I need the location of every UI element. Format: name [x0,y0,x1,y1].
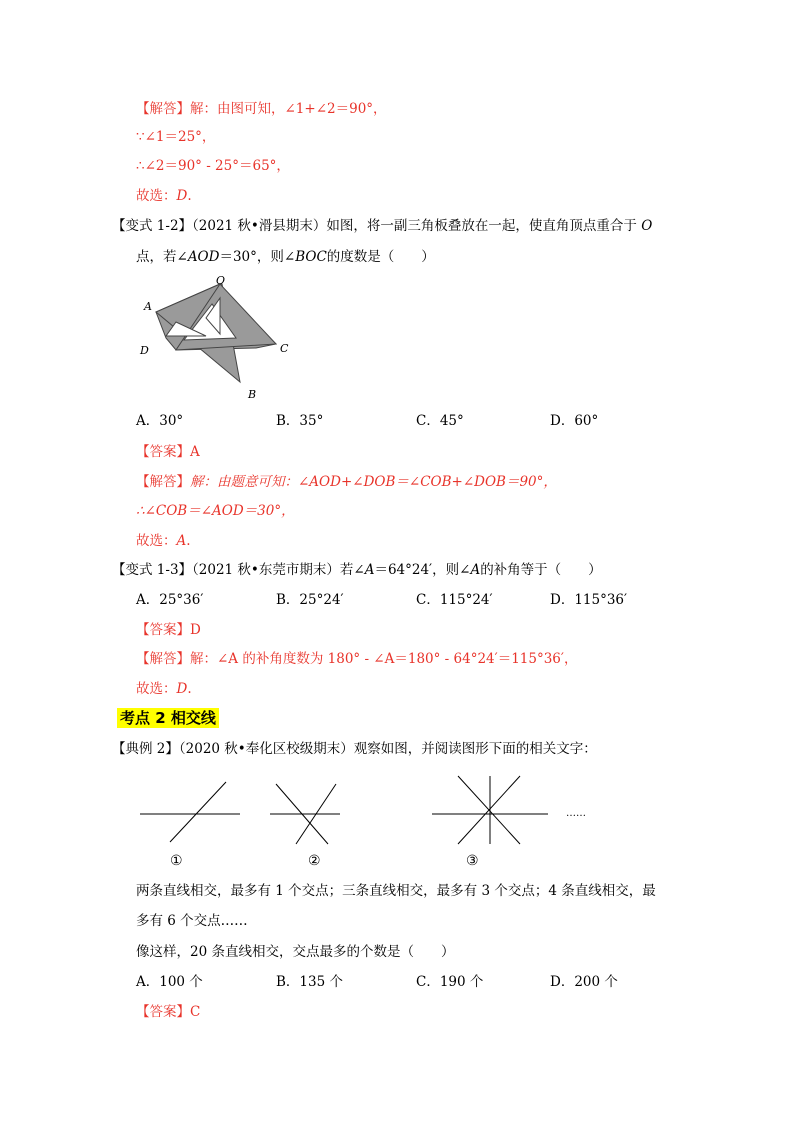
intersecting-lines-figure [136,772,606,872]
label-b: B [248,388,257,401]
solution-line-1: 【解答】解：∠A 的补角度数为 180° - ∠A＝180° - 64°24′＝115°36′， [136,651,578,667]
section-heading: 考点 2 相交线 [117,708,219,728]
figure-label-2: ② [308,853,321,869]
option-b: B．25°24′ [276,592,344,608]
question-tag: 【变式 1-2】 [112,218,193,234]
triangle-ruler-figure [136,274,296,406]
option-c: C．115°24′ [416,592,493,608]
solution-line-3: ∴∠2＝90° - 25°＝65°， [136,158,290,174]
solution-tag: 【解答】 [136,101,190,117]
option-b: B．35° [276,413,324,429]
option-b: B．135 个 [276,974,343,990]
label-a: A [144,300,152,313]
figure-ellipsis: …… [566,808,586,819]
solution-line-1: 【解答】解：由题意可知：∠AOD+∠DOB＝∠COB+∠DOB＝90°， [136,474,557,490]
label-c: C [280,342,289,355]
question-line-2: 点，若∠AOD＝30°，则∠BOC的度数是（ ） [136,249,435,265]
body-text-3: 像这样，20 条直线相交，交点最多的个数是（ ） [136,944,455,960]
answer-line: 【答案】D [136,622,201,638]
option-d: D．115°36′ [550,592,628,608]
option-c: C．190 个 [416,974,484,990]
option-c: C．45° [416,413,464,429]
option-d: D．200 个 [550,974,618,990]
question-line: 【变式 1-3】（2021 秋•东莞市期末）若∠A＝64°24′，则∠A的补角等于（ ） [112,562,602,578]
solution-line-3: 故选：A. [136,533,191,549]
solution-line-2: ∴∠COB＝∠AOD＝30°， [136,503,295,519]
question-line: 【典例 2】（2020 秋•奉化区校级期末）观察如图，并阅读图形下面的相关文字： [112,741,597,757]
label-o: O [216,274,226,287]
answer-line: 【答案】C [136,1004,201,1020]
answer-line: 【答案】A [136,444,200,460]
question-line-1: 【变式 1-2】（2021 秋•滑县期末）如图，将一副三角板叠放在一起，使直角顶点重合于 O [112,218,653,234]
solution-line-4: 故选：D. [136,188,192,204]
option-a: A．25°36′ [136,592,204,608]
solution-line-2: 故选：D. [136,681,192,697]
label-d: D [140,344,149,357]
option-d: D．60° [550,413,599,429]
option-a: A．100 个 [136,974,203,990]
body-text-2: 多有 6 个交点…… [136,913,248,929]
option-a: A．30° [136,413,184,429]
solution-line-2: ∵∠1＝25°， [136,129,216,145]
body-text-1: 两条直线相交，最多有 1 个交点；三条直线相交，最多有 3 个交点；4 条直线相交，最 [136,883,656,899]
solution-text: 解：由图可知，∠1+∠2＝90°， [190,101,387,117]
figure-label-3: ③ [466,853,479,869]
solution-line-1 [136,100,387,118]
figure-label-1: ① [170,853,183,869]
